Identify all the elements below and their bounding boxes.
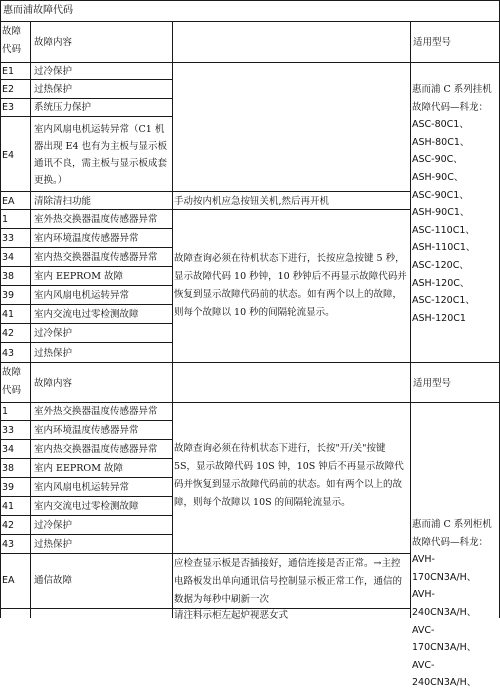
header-content: 故障内容 bbox=[34, 378, 73, 389]
row-content: 系统压力保护 bbox=[34, 102, 92, 113]
model-line: 故障代码—科龙： bbox=[412, 101, 489, 113]
row-code: 1 bbox=[2, 406, 9, 417]
model-line: ASH-80C1、 bbox=[412, 136, 470, 148]
row-content: 室内环境温度传感器异常 bbox=[34, 425, 139, 436]
header-applicable-models: 适用型号 bbox=[413, 378, 452, 389]
row-code: 39 bbox=[2, 290, 15, 301]
model-line: 惠而浦 C 系列挂机 bbox=[412, 84, 492, 95]
rule bbox=[0, 496, 172, 497]
model-line: ASH-90C、 bbox=[412, 171, 464, 183]
row-code: 33 bbox=[2, 233, 15, 244]
row-code: 42 bbox=[2, 520, 15, 531]
rule bbox=[0, 116, 172, 117]
row-code: 41 bbox=[2, 309, 15, 320]
rule bbox=[0, 228, 172, 229]
row-code: 43 bbox=[2, 348, 15, 359]
rule bbox=[0, 323, 172, 324]
row-content: 室内风扇电机运转异常 bbox=[34, 290, 130, 301]
row-content: 过热保护 bbox=[34, 84, 73, 95]
rule bbox=[0, 304, 172, 305]
model-line: ASC-80C1、 bbox=[412, 119, 469, 131]
row-code: EA bbox=[2, 575, 15, 586]
rule bbox=[0, 62, 500, 63]
row-content: 室内热交换器温度传感器异常 bbox=[34, 444, 158, 455]
applicable-models-list bbox=[412, 81, 498, 327]
rule bbox=[0, 342, 172, 343]
header-code: 故障代码 bbox=[2, 26, 22, 55]
row-content: 室内风扇电机运转异常（C1 机器出现 E4 也有为主板与显示板通讯不良，需主板与显示板成套更换。） bbox=[34, 124, 168, 186]
model-line: ASH-120C1 bbox=[412, 312, 466, 324]
model-line: 惠而浦 C 系列柜机 bbox=[412, 519, 492, 530]
rule bbox=[0, 191, 410, 192]
row-code: E1 bbox=[2, 66, 15, 77]
rule bbox=[0, 402, 500, 403]
rule bbox=[410, 21, 411, 618]
model-line: ASC-90C1、 bbox=[412, 189, 469, 201]
rule bbox=[0, 285, 172, 286]
rule bbox=[0, 362, 500, 363]
rule bbox=[0, 0, 500, 1]
row-code: EA bbox=[2, 196, 15, 207]
rule bbox=[0, 209, 410, 210]
model-line: AVH-240CN3A/H、 bbox=[412, 589, 477, 618]
row-code: E4 bbox=[2, 150, 15, 161]
row-content: 室外热交换器温度传感器异常 bbox=[34, 406, 158, 417]
model-line: ASH-90C1、 bbox=[412, 207, 470, 219]
rule bbox=[0, 79, 172, 80]
row-content: 过冷保护 bbox=[34, 520, 73, 531]
model-line: ASC-90C、 bbox=[412, 154, 463, 166]
model-line: AVC-170CN3A/H、 bbox=[412, 624, 477, 654]
model-line: ASH-120C、 bbox=[412, 277, 470, 289]
model-line: 故障代码—科龙： bbox=[412, 536, 489, 548]
row-code: 34 bbox=[2, 444, 15, 455]
row-content: 过热保护 bbox=[34, 348, 73, 359]
rule bbox=[0, 21, 500, 22]
model-line: AVC-240CN3A/H、 bbox=[412, 659, 477, 689]
rule bbox=[0, 247, 172, 248]
rule bbox=[0, 553, 410, 554]
row-note: 请注料示柜左起炉视恶女式 bbox=[174, 610, 289, 621]
row-content: 室内热交换器温度传感器异常 bbox=[34, 252, 158, 263]
rule bbox=[0, 477, 172, 478]
row-code: 39 bbox=[2, 482, 15, 493]
row-code: E3 bbox=[2, 102, 15, 113]
rule bbox=[0, 534, 172, 535]
rule bbox=[30, 21, 31, 618]
header-content: 故障内容 bbox=[34, 37, 73, 48]
model-line: ASC-120C、 bbox=[412, 259, 469, 271]
row-content: 过热保护 bbox=[34, 539, 73, 550]
model-line: ASC-120C1、 bbox=[412, 295, 475, 307]
row-content: 过冷保护 bbox=[34, 66, 73, 77]
header-code: 故障代码 bbox=[2, 367, 22, 396]
row-content: 室内风扇电机运转异常 bbox=[34, 482, 130, 493]
row-content: 室内交流电过零检测故障 bbox=[34, 501, 139, 512]
row-content: 通信故障 bbox=[34, 575, 73, 586]
row-content: 过冷保护 bbox=[34, 328, 73, 339]
row-code: 41 bbox=[2, 501, 15, 512]
row-content: 室内 EEPROM 故障 bbox=[34, 463, 123, 474]
row-content: 室内 EEPROM 故障 bbox=[34, 271, 123, 282]
header-applicable-models: 适用型号 bbox=[413, 37, 452, 48]
row-code: E2 bbox=[2, 84, 15, 95]
row-note: 应检查显示板是否插接好，通信连接是否正常。→主控电路板发出单向通讯信号控制显示板正常工作，通信的数据为每秒中刷新一次 bbox=[174, 558, 403, 605]
applicable-models-list bbox=[412, 516, 498, 692]
row-code: 1 bbox=[2, 214, 9, 225]
row-content: 清除清扫功能 bbox=[34, 196, 92, 207]
row-content: 室内环境温度传感器异常 bbox=[34, 233, 139, 244]
row-code: 33 bbox=[2, 425, 15, 436]
row-code: 42 bbox=[2, 328, 15, 339]
rule bbox=[0, 439, 172, 440]
fault-query-instructions: 故障查询必须在待机状态下进行，长按"开/关"按键 5S，显示故障代码 10S 钟，10S 钟后不再显示故障代码并恢复到显示故障代码前的状态。如有两个以上的故障，则每个故障以 10S 的间隔轮流显示。 bbox=[174, 443, 404, 508]
row-note: 手动按内机应急按钮关机,然后再开机 bbox=[174, 196, 330, 207]
model-line: ASH-110C1、 bbox=[412, 242, 476, 254]
rule bbox=[0, 266, 172, 267]
rule bbox=[0, 458, 172, 459]
row-code: 38 bbox=[2, 463, 15, 474]
row-code: 38 bbox=[2, 271, 15, 282]
rule bbox=[0, 98, 172, 99]
rule bbox=[172, 21, 173, 618]
row-content: 室外热交换器温度传感器异常 bbox=[34, 214, 158, 225]
rule bbox=[0, 0, 1, 618]
model-line: ASC-110C1、 bbox=[412, 224, 475, 236]
rule bbox=[0, 420, 172, 421]
row-code: 34 bbox=[2, 252, 15, 263]
model-line: AVH-170CN3A/H、 bbox=[412, 554, 477, 583]
fault-query-instructions: 故障查询必须在待机状态下进行，长按应急按键 5 秒，显示故障代码 10 秒钟，10 秒钟后不再显示故障代码并恢复到显示故障代码前的状态。如有两个以上的故障，则每个故障以 10 秒的间隔轮流显示。 bbox=[174, 253, 407, 318]
row-content: 室内交流电过零检测故障 bbox=[34, 309, 139, 320]
row-code: 43 bbox=[2, 539, 15, 550]
rule bbox=[0, 515, 172, 516]
document-title: 惠而浦故障代码 bbox=[3, 5, 73, 16]
